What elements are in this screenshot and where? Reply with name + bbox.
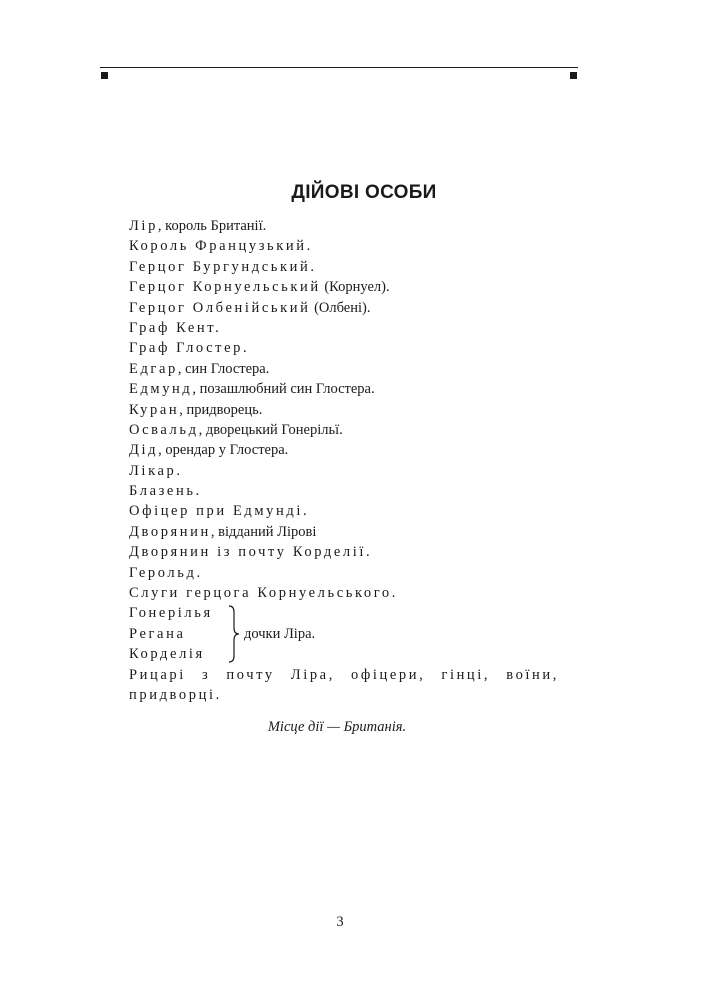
cast-entry [129, 400, 589, 420]
character-name: Герцог Корнуельський [129, 279, 321, 296]
character-name: Дід [129, 442, 159, 459]
character-description: , придворець. [179, 401, 263, 418]
cast-list [129, 216, 589, 705]
page-number: 3 [336, 914, 344, 930]
cast-entry [129, 501, 589, 521]
character-name: Лікар. [129, 462, 183, 479]
cast-entry [129, 379, 589, 399]
cast-entry [129, 277, 589, 297]
cast-entry [129, 318, 589, 338]
character-name: Едгар [129, 360, 178, 377]
character-name: Корделія [129, 646, 205, 663]
right-square-mark [570, 72, 577, 79]
final-cast-entry: Рицарі з почту Ліра, офіцери, гінці, воїни, придворці. [129, 666, 559, 704]
character-name: Герцог Олбенійський [129, 299, 311, 316]
cast-entry [129, 236, 589, 256]
character-name: Король Французький. [129, 238, 313, 255]
page-heading: ДІЙОВІ ОСОБИ [291, 182, 437, 203]
setting-line: Місце дії — Британія. [267, 719, 407, 735]
character-name: Дворянин [129, 523, 211, 540]
daughters-group [129, 603, 589, 664]
character-description: , відданий Лірові [210, 523, 317, 540]
group-description: дочки Ліра. [244, 625, 316, 642]
character-description: , король Британії. [157, 218, 267, 234]
cast-entry [129, 216, 589, 236]
character-description: , дворецький Гонерільї. [198, 421, 343, 438]
cast-entry [129, 359, 589, 379]
character-name: Граф Кент. [129, 319, 222, 336]
character-name: Слуги герцога Корнуельського. [129, 585, 398, 602]
character-description: (Корнуел). [320, 279, 390, 296]
character-name: Куран [129, 401, 180, 418]
cast-entry [129, 563, 589, 583]
character-name: Освальд [129, 421, 199, 438]
character-name: Регана [129, 625, 186, 642]
character-description: (Олбені). [310, 299, 371, 316]
character-name: Гонерілья [129, 605, 213, 622]
character-description: , орендар у Глостера. [158, 442, 289, 459]
cast-entry [129, 440, 589, 460]
cast-entry [129, 298, 589, 318]
cast-entry [129, 542, 589, 562]
character-name: Блазень. [129, 483, 202, 500]
cast-entry [129, 481, 589, 501]
character-name: Лір [129, 218, 158, 234]
cast-entry [129, 583, 589, 603]
character-name: Дворянин із почту Корделії. [129, 544, 373, 561]
curly-brace-icon [227, 605, 241, 663]
character-name: Граф Глостер. [129, 340, 250, 357]
character-name: Офіцер при Едмунді. [129, 503, 310, 520]
top-rule [100, 67, 578, 68]
character-name: Герольд. [129, 564, 203, 581]
cast-entry [129, 522, 589, 542]
character-name: Герцог Бургундський. [129, 258, 317, 275]
character-description: , син Глостера. [177, 360, 270, 377]
character-description: , позашлюбний син Глостера. [192, 381, 375, 398]
cast-entry [129, 338, 589, 358]
character-name: Едмунд [129, 381, 193, 398]
left-square-mark [101, 72, 108, 79]
cast-entry [129, 461, 589, 481]
cast-entry [129, 420, 589, 440]
cast-entry [129, 257, 589, 277]
